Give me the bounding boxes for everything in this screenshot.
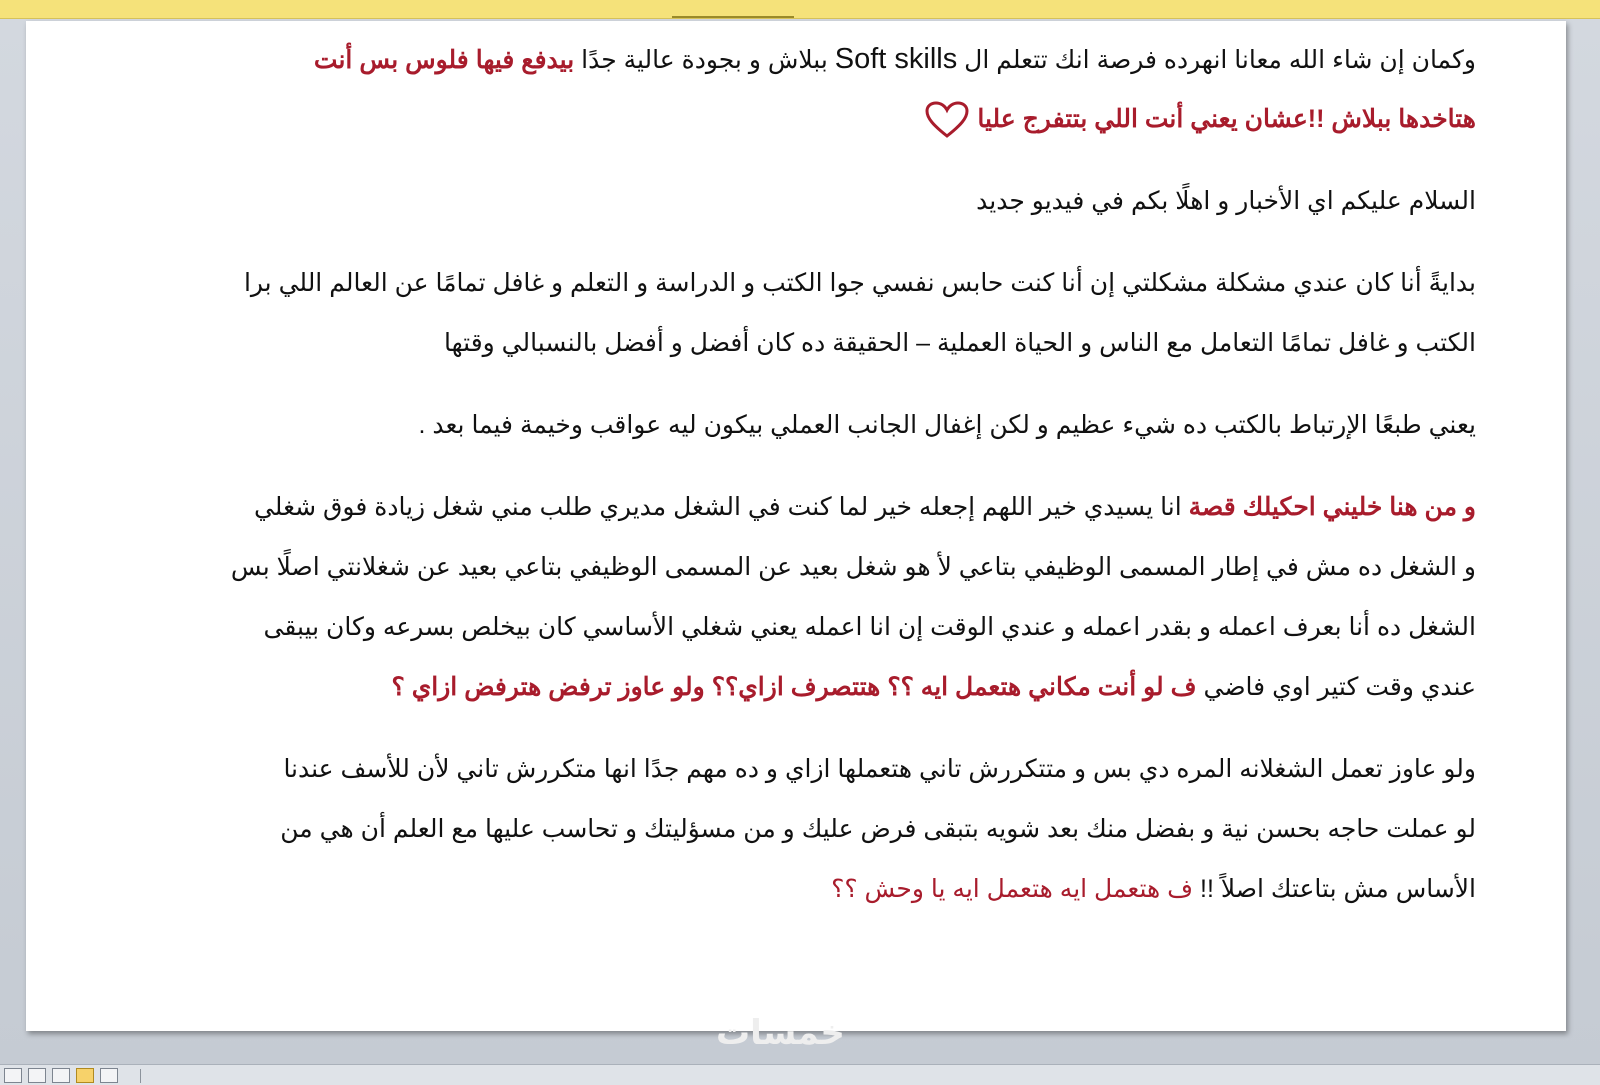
paragraph2-line1: السلام عليكم اي الأخبار و اهلًا بكم في فيديو جديد <box>976 187 1476 215</box>
status-bar <box>0 1064 1600 1085</box>
ribbon-tab-indicator <box>672 0 794 18</box>
paragraph5-text: انا يسيدي خير اللهم إجعله خير لما كنت في الشغل مديري طلب مني شغل زيادة فوق شغلي <box>253 493 1182 521</box>
paragraph6-text: الأساس مش بتاعتك اصلاً !! <box>1200 875 1476 903</box>
paragraph4-line1: يعني طبعًا الإرتباط بالكتب ده شيء عظيم و لكن إغفال الجانب العملي بيكون ليه عواقب وخيمة فيما بعد . <box>418 411 1476 439</box>
document-workspace[interactable] <box>0 19 1600 1064</box>
paragraph1-text: ببلاش و بجودة عالية جدًا <box>581 46 828 74</box>
paragraph1-text: وكمان إن شاء الله معانا انهرده فرصة انك تتعلم ال <box>964 46 1476 74</box>
watermark-logo: خمسات <box>716 1013 845 1053</box>
paragraph6-line3 <box>124 859 1476 919</box>
full-screen-reading-view-icon[interactable] <box>28 1068 46 1083</box>
document-body[interactable] <box>124 29 1476 919</box>
paragraph1-line1 <box>124 29 1476 89</box>
soft-skills-term: Soft skills <box>834 43 958 75</box>
web-layout-view-icon[interactable] <box>52 1068 70 1083</box>
paragraph1-emphasis: بيدفع فيها فلوس بس أنت <box>313 46 575 74</box>
paragraph3-line2: الكتب و غافل تمامًا التعامل مع الناس و الحياة العملية – الحقيقة ده كان أفضل و أفضل بالنسبالي وقتها <box>444 329 1476 357</box>
paragraph3-line1: بدايةً أنا كان عندي مشكلة مشكلتي إن أنا كنت حابس نفسي جوا الكتب و الدراسة و التعلم و غافل تمامًا عن العالم اللي برا <box>243 269 1476 297</box>
paragraph5-line2: و الشغل ده مش في إطار المسمى الوظيفي بتاعي لأ هو شغل بعيد عن المسمى الوظيفي بتاعي بعيد عن شغلانتي اصلًا بس <box>230 553 1476 581</box>
paragraph5-text: عندي وقت كتير اوي فاضي <box>1203 673 1476 701</box>
paragraph5-line1 <box>124 477 1476 537</box>
heart-outline-icon <box>925 101 969 139</box>
paragraph5-emphasis: و من هنا خليني احكيلك قصة <box>1188 493 1476 521</box>
status-divider <box>140 1069 141 1083</box>
paragraph6-emphasis: ف هتعمل ايه هتعمل ايه يا وحش ؟؟ <box>831 875 1194 903</box>
paragraph5-line4 <box>124 657 1476 717</box>
paragraph6-line1: ولو عاوز تعمل الشغلانه المره دي بس و متتكررش تاني هتعملها ازاي و ده مهم جدًا انها متكررش تاني لأن للأسف عندنا <box>283 755 1476 783</box>
document-page[interactable] <box>26 21 1566 1053</box>
paragraph1-emphasis: هتاخدها ببلاش !!عشان يعني أنت اللي بتتفرج عليا <box>977 105 1476 133</box>
paragraph1-line2 <box>124 89 1476 149</box>
print-layout-view-icon[interactable] <box>4 1068 22 1083</box>
paragraph5-line3: الشغل ده أنا بعرف اعمله و بقدر اعمله و عندي الوقت إن انا اعمله يعني شغلي الأساسي كان بيخلص بسرعه وكان بيبقى <box>263 613 1476 641</box>
draft-view-icon[interactable] <box>100 1068 118 1083</box>
paragraph5-emphasis: ف لو أنت مكاني هتعمل ايه ؟؟ هتتصرف ازاي؟؟ ولو عاوز ترفض هترفض ازاي ؟ <box>391 673 1197 701</box>
window-top-bar <box>0 0 1600 19</box>
outline-view-icon[interactable] <box>76 1068 94 1083</box>
paragraph6-line2: لو عملت حاجه بحسن نية و بفضل منك بعد شويه بتبقى فرض عليك و من مسؤليتك و تحاسب عليها مع العلم أن هي من <box>280 815 1476 843</box>
